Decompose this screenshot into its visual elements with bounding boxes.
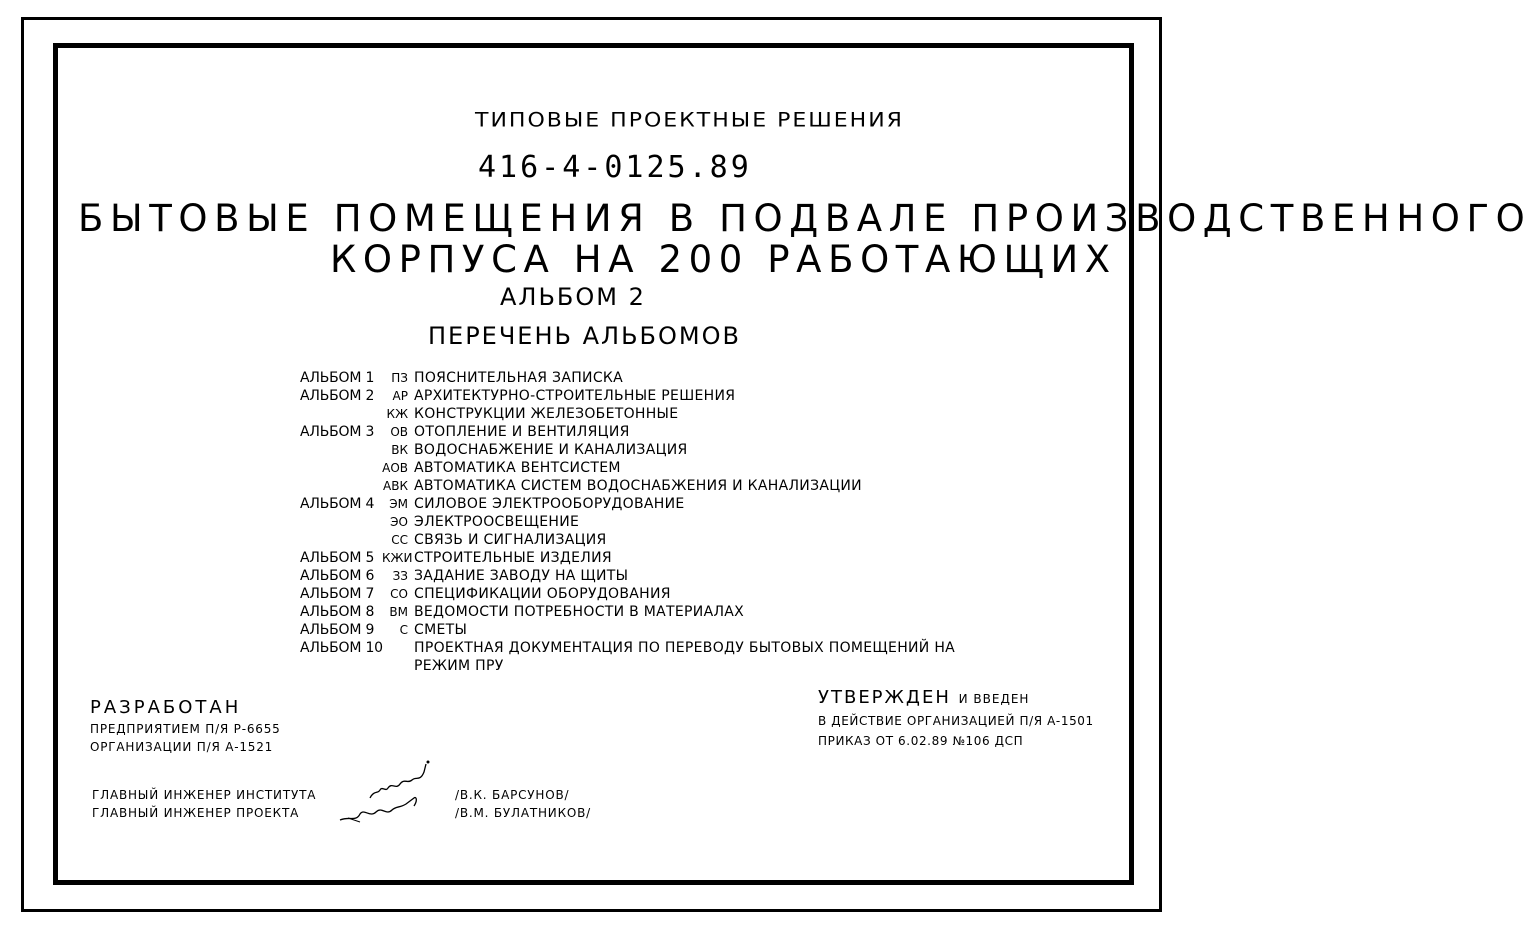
section-code: ЗЗ <box>392 569 408 583</box>
list-item <box>300 387 1020 405</box>
section-code: КЖ <box>386 407 408 421</box>
handwritten-signatures <box>330 760 440 830</box>
album-label <box>300 405 382 423</box>
project-title-line1: БЫТОВЫЕ ПОМЕЩЕНИЯ В ПОДВАЛЕ ПРОИЗВОДСТВЕННОГО <box>78 197 1531 240</box>
section-code: ПЗ <box>391 371 408 385</box>
signature-2 <box>340 797 416 820</box>
section-code: ВК <box>391 443 408 457</box>
section-description: КОНСТРУКЦИИ ЖЕЛЕЗОБЕТОННЫЕ <box>414 406 679 422</box>
album-label: АЛЬБОМ 3 <box>300 424 375 440</box>
album-label: АЛЬБОМ 4 <box>300 496 375 512</box>
album-label: АЛЬБОМ 10 <box>300 640 383 656</box>
section-description: ПОЯСНИТЕЛЬНАЯ ЗАПИСКА <box>414 370 624 386</box>
section-description: ПРОЕКТНАЯ ДОКУМЕНТАЦИЯ ПО ПЕРЕВОДУ БЫТОВЫХ ПОМЕЩЕНИЙ НА <box>414 640 956 656</box>
section-description: ВЕДОМОСТИ ПОТРЕБНОСТИ В МАТЕРИАЛАХ <box>414 604 745 620</box>
project-code: 416-4-0125.89 <box>478 150 752 185</box>
album-number: АЛЬБОМ 2 <box>500 283 646 311</box>
album-label <box>300 531 382 549</box>
list-item <box>300 603 1020 621</box>
section-code: АВК <box>383 479 408 493</box>
album-label <box>300 513 382 531</box>
section-description: АРХИТЕКТУРНО-СТРОИТЕЛЬНЫЕ РЕШЕНИЯ <box>414 388 736 404</box>
album-label: АЛЬБОМ 5 <box>300 550 375 566</box>
section-code: СС <box>391 533 408 547</box>
signature-dot <box>427 761 430 764</box>
list-item <box>300 441 1020 459</box>
section-description: РЕЖИМ ПРУ <box>414 658 504 674</box>
approval-organization: В ДЕЙСТВИЕ ОРГАНИЗАЦИЕЙ П/Я А-1501 <box>818 714 1094 728</box>
approval-title-line <box>818 687 1094 708</box>
album-label <box>300 459 382 477</box>
list-item <box>300 423 1020 441</box>
developer-block <box>90 697 281 754</box>
section-description: АВТОМАТИКА СИСТЕМ ВОДОСНАБЖЕНИЯ И КАНАЛИЗАЦИИ <box>414 478 862 494</box>
section-description: АВТОМАТИКА ВЕНТСИСТЕМ <box>414 460 621 476</box>
section-description: ЭЛЕКТРООСВЕЩЕНИЕ <box>414 514 580 530</box>
list-item <box>300 531 1020 549</box>
list-item <box>300 639 1020 657</box>
section-code: ВМ <box>389 605 408 619</box>
signature-role: ГЛАВНЫЙ ИНЖЕНЕР ИНСТИТУТА <box>92 788 317 802</box>
signature-role: ГЛАВНЫЙ ИНЖЕНЕР ПРОЕКТА <box>92 806 300 820</box>
album-list <box>300 369 1020 675</box>
section-description: СТРОИТЕЛЬНЫЕ ИЗДЕЛИЯ <box>414 550 612 566</box>
project-title-line2: КОРПУСА НА 200 РАБОТАЮЩИХ <box>330 238 1117 281</box>
approval-title: УТВЕРЖДЕН <box>818 687 951 708</box>
list-item <box>300 585 1020 603</box>
section-code <box>382 639 414 657</box>
list-item <box>300 495 1020 513</box>
section-code: ОВ <box>390 425 408 439</box>
section-code: АОВ <box>382 461 408 475</box>
developer-organization: ОРГАНИЗАЦИИ П/Я А-1521 <box>90 740 274 754</box>
album-label: АЛЬБОМ 6 <box>300 568 375 584</box>
section-code: КЖИ <box>382 551 413 565</box>
album-label: АЛЬБОМ 1 <box>300 370 375 386</box>
section-description: ЗАДАНИЕ ЗАВОДУ НА ЩИТЫ <box>414 568 629 584</box>
section-description: ОТОПЛЕНИЕ И ВЕНТИЛЯЦИЯ <box>414 424 630 440</box>
album-label <box>300 441 382 459</box>
section-description: СВЯЗЬ И СИГНАЛИЗАЦИЯ <box>414 532 607 548</box>
section-description: СМЕТЫ <box>414 622 468 638</box>
list-item <box>300 621 1020 639</box>
list-item <box>300 459 1020 477</box>
album-label <box>300 657 382 675</box>
album-list-heading: ПЕРЕЧЕНЬ АЛЬБОМОВ <box>428 322 741 350</box>
document-heading: ТИПОВЫЕ ПРОЕКТНЫЕ РЕШЕНИЯ <box>475 109 904 132</box>
section-description: СИЛОВОЕ ЭЛЕКТРООБОРУДОВАНИЕ <box>414 496 685 512</box>
section-code <box>382 657 414 675</box>
developer-title: РАЗРАБОТАН <box>90 697 242 718</box>
album-label: АЛЬБОМ 8 <box>300 604 375 620</box>
album-label <box>300 477 382 495</box>
signature-name: /В.К. БАРСУНОВ/ <box>455 788 570 802</box>
album-label: АЛЬБОМ 2 <box>300 388 375 404</box>
approval-order: ПРИКАЗ ОТ 6.02.89 №106 ДСП <box>818 734 1024 748</box>
list-item <box>300 567 1020 585</box>
section-code: С <box>399 623 408 637</box>
signature-1 <box>370 764 426 798</box>
section-description: СПЕЦИФИКАЦИИ ОБОРУДОВАНИЯ <box>414 586 671 602</box>
developer-enterprise: ПРЕДПРИЯТИЕМ П/Я Р-6655 <box>90 722 281 736</box>
album-label: АЛЬБОМ 7 <box>300 586 375 602</box>
list-item <box>300 405 1020 423</box>
list-item <box>300 477 1020 495</box>
section-code: АР <box>392 389 408 403</box>
list-item <box>300 369 1020 387</box>
section-code: СО <box>390 587 408 601</box>
section-description: ВОДОСНАБЖЕНИЕ И КАНАЛИЗАЦИЯ <box>414 442 688 458</box>
list-item <box>300 549 1020 567</box>
approval-block <box>818 687 1094 748</box>
list-item <box>300 657 1020 675</box>
section-code: ЭО <box>390 515 408 529</box>
section-code: ЭМ <box>389 497 408 511</box>
list-item <box>300 513 1020 531</box>
approval-title-suffix: И ВВЕДЕН <box>958 692 1030 706</box>
album-label: АЛЬБОМ 9 <box>300 622 375 638</box>
signature-name: /В.М. БУЛАТНИКОВ/ <box>455 806 592 820</box>
